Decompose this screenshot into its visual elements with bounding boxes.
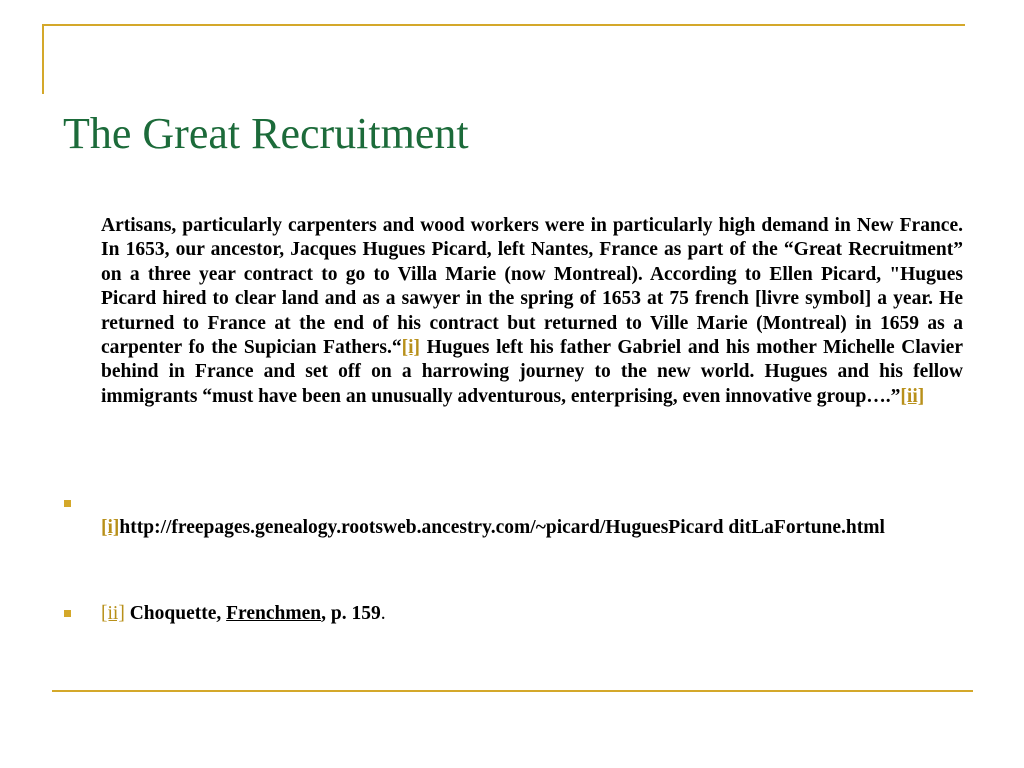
- footnote-ii-page: , p. 159: [321, 603, 381, 624]
- footnote-i-url: http://freepages.genealogy.rootsweb.ancestry.com/~picard/HuguesPicard ditLaFortune.html: [119, 517, 885, 538]
- slide-title: The Great Recruitment: [63, 109, 469, 158]
- bullet-icon: [64, 610, 71, 617]
- body-paragraph: [101, 214, 963, 409]
- footnote-link-i[interactable]: [i]: [401, 337, 421, 359]
- footnote-ii-book-title: Frenchmen: [226, 603, 322, 624]
- footnote-i: [101, 516, 963, 540]
- bullet-icon: [64, 500, 71, 507]
- footnote-i-ref[interactable]: [i]: [101, 517, 120, 538]
- paragraph-text-part1: Artisans, particularly carpenters and wood workers were in particularly high demand in New France. In 1653, our ancestor, Jacques Hugues Picard, left Nantes, France as part of the “Great Recruitment” on a three year contract to go to Villa Marie (now Montreal). According to Ellen Picard, "Hugues Picard hired to clear land and as a sawyer in the spring of 1653 at 75 french [livre symbol] a year. He returned to France at the end of his contract but returned to Ville Marie (Montreal) in 1659 as a carpenter fo the Supician Fathers.“: [101, 215, 963, 359]
- frame-bottom-rule: [52, 690, 973, 692]
- paragraph-text-part2: Hugues left his father Gabriel and his mother Michelle Clavier behind in France and set off on a harrowing journey to the new world. Hugues and his fellow immigrants “must have been an unusually adventurous, enterprising, even innovative group….”: [101, 337, 963, 407]
- frame-left-rule: [42, 24, 44, 94]
- footnote-ii-author: Choquette,: [124, 603, 227, 624]
- footnote-ii: [101, 602, 386, 626]
- footnote-ii-period: .: [380, 603, 386, 624]
- footnote-ii-ref[interactable]: [ii]: [101, 603, 125, 624]
- footnote-link-ii[interactable]: [ii]: [900, 385, 925, 407]
- frame-top-rule: [42, 24, 965, 26]
